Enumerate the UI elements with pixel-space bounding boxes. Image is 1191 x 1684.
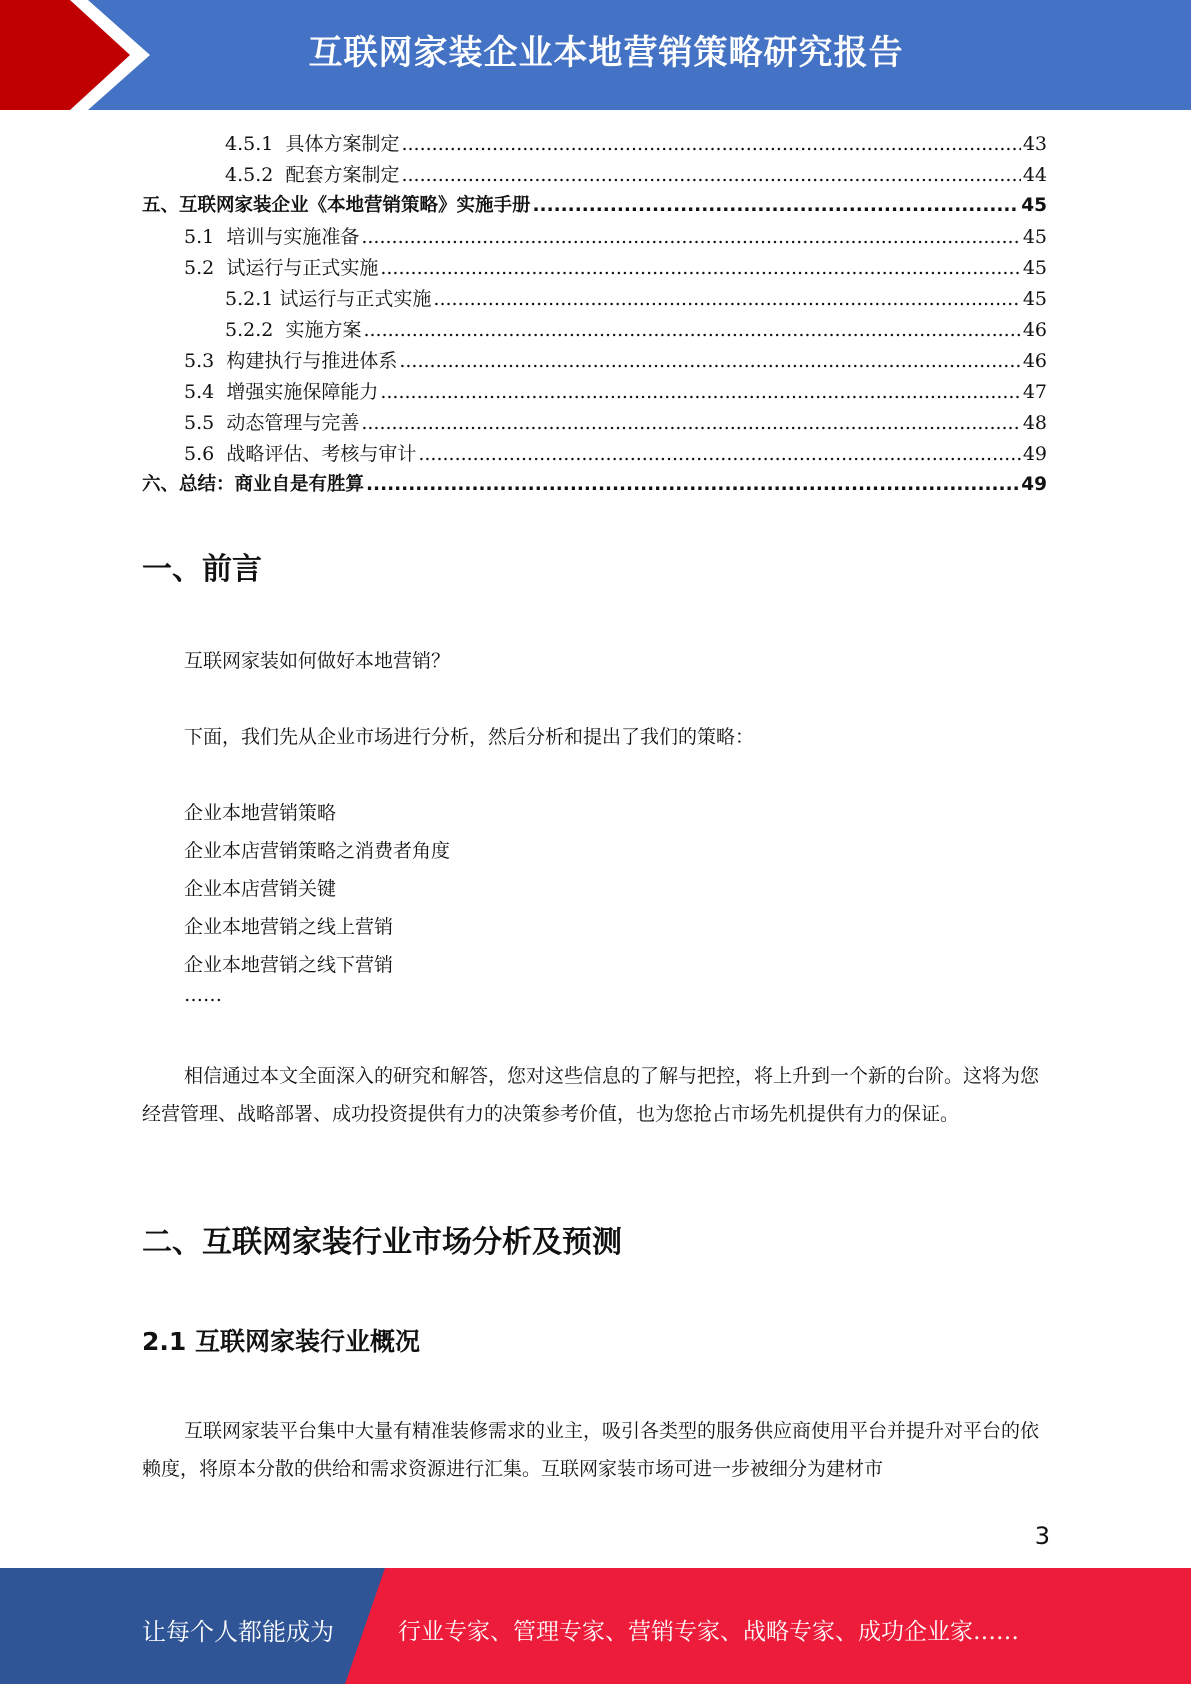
toc-entry-title: 构建执行与推进体系 [226, 350, 398, 372]
toc-entry-title: 具体方案制定 [285, 133, 400, 155]
toc-entry-page: 44 [1022, 164, 1047, 186]
list-item: 企业本店营销策略之消费者角度 [184, 840, 451, 862]
toc-entry-page: 49 [1022, 443, 1047, 465]
toc-entry-page: 46 [1022, 350, 1047, 372]
list-item: 企业本店营销关键 [184, 878, 337, 900]
toc-leader-dots [433, 288, 1020, 310]
toc-leader-dots [380, 381, 1020, 403]
toc-entry-title: 培训与实施准备 [226, 226, 360, 248]
toc-entry[interactable] [184, 253, 1047, 284]
toc-leader-dots [401, 164, 1020, 186]
toc-entry-number: 5.6 [184, 443, 215, 465]
list-item: 企业本地营销之线下营销 [184, 954, 394, 976]
toc-entry-page: 47 [1022, 381, 1047, 403]
section-heading: 二、互联网家装行业市场分析及预测 [142, 1225, 622, 1260]
toc-entry[interactable] [225, 160, 1047, 191]
footer-slogan-left: 让每个人都能成为 [142, 1618, 334, 1646]
toc-entry-page: 43 [1022, 133, 1047, 155]
toc-entry[interactable] [142, 470, 1047, 501]
toc-entry-title: 动态管理与完善 [226, 412, 360, 434]
section-heading: 一、前言 [142, 552, 262, 587]
intro-question: 互联网家装如何做好本地营销？ [184, 650, 451, 672]
toc-leader-dots [418, 443, 1020, 465]
body-paragraph: 互联网家装平台集中大量有精准装修需求的业主，吸引各类型的服务供应商使用平台并提升对平台的依赖度，将原本分散的供给和需求资源进行汇集。互联网家装市场可进一步被细分为建材市 [142, 1420, 1040, 1480]
list-item: …… [184, 984, 222, 1006]
toc-entry[interactable] [184, 439, 1047, 470]
toc-entry-number: 5.5 [184, 412, 215, 434]
toc-entry[interactable] [225, 315, 1047, 346]
toc-entry[interactable] [142, 191, 1047, 222]
toc-entry-number: 5.2.1 [225, 288, 274, 310]
toc-entry-page: 48 [1022, 412, 1047, 434]
toc-leader-dots [361, 226, 1020, 248]
toc-entry-page: 49 [1021, 474, 1047, 495]
toc-entry-page: 46 [1022, 319, 1047, 341]
toc-leader-dots [361, 412, 1020, 434]
toc-entry-title: 试运行与正式实施 [226, 257, 379, 279]
toc-entry-title: 总结：商业自是有胜算 [179, 474, 365, 495]
toc-entry-number: 5.2 [184, 257, 215, 279]
toc-entry-title: 战略评估、考核与审计 [226, 443, 417, 465]
footer-slogan-right: 行业专家、管理专家、营销专家、战略专家、成功企业家…… [398, 1619, 1019, 1645]
header-arrow-decoration [0, 0, 150, 110]
list-item: 企业本地营销策略 [184, 802, 337, 824]
toc-entry-number: 5.1 [184, 226, 215, 248]
closing-paragraph: 相信通过本文全面深入的研究和解答，您对这些信息的了解与把控，将上升到一个新的台阶。这将为您经营管理、战略部署、成功投资提供有力的决策参考价值，也为您抢占市场先机提供有力的保证。 [142, 1065, 1040, 1125]
toc-entry-number: 4.5.1 [225, 133, 274, 155]
toc-leader-dots [363, 319, 1020, 341]
toc-entry-title: 增强实施保障能力 [226, 381, 379, 403]
toc-entry-number: 五、 [142, 195, 180, 216]
toc-entry-number: 六、 [142, 474, 180, 495]
toc-entry-title: 配套方案制定 [285, 164, 400, 186]
toc-entry[interactable] [184, 346, 1047, 377]
toc-entry-number: 4.5.2 [225, 164, 274, 186]
toc-leader-dots [401, 133, 1020, 155]
header-bar [0, 0, 1191, 110]
toc-entry[interactable] [225, 284, 1047, 315]
toc-entry-number: 5.4 [184, 381, 215, 403]
toc-entry-number: 5.2.2 [225, 319, 274, 341]
toc-entry[interactable] [184, 222, 1047, 253]
toc-entry[interactable] [184, 377, 1047, 408]
toc-entry-page: 45 [1022, 288, 1047, 310]
list-item: 企业本地营销之线上营销 [184, 916, 394, 938]
toc-entry[interactable] [184, 408, 1047, 439]
subsection-heading: 2.1 互联网家装行业概况 [142, 1327, 420, 1356]
toc-entry[interactable] [225, 129, 1047, 160]
page-number: 3 [1034, 1522, 1050, 1550]
toc-leader-dots [380, 257, 1020, 279]
toc-entry-title: 试运行与正式实施 [279, 288, 432, 310]
toc-entry-page: 45 [1022, 226, 1047, 248]
toc-leader-dots [533, 195, 1020, 216]
toc-entry-number: 5.3 [184, 350, 215, 372]
toc-leader-dots [366, 474, 1019, 495]
toc-entry-page: 45 [1021, 195, 1047, 216]
header-title: 互联网家装企业本地营销策略研究报告 [308, 33, 904, 73]
toc-leader-dots [399, 350, 1020, 372]
toc-entry-title: 互联网家装企业《本地营销策略》实施手册 [179, 195, 531, 216]
toc-entry-title: 实施方案 [285, 319, 362, 341]
intro-paragraph: 下面，我们先从企业市场进行分析，然后分析和提出了我们的策略： [184, 726, 755, 748]
toc-entry-page: 45 [1022, 257, 1047, 279]
